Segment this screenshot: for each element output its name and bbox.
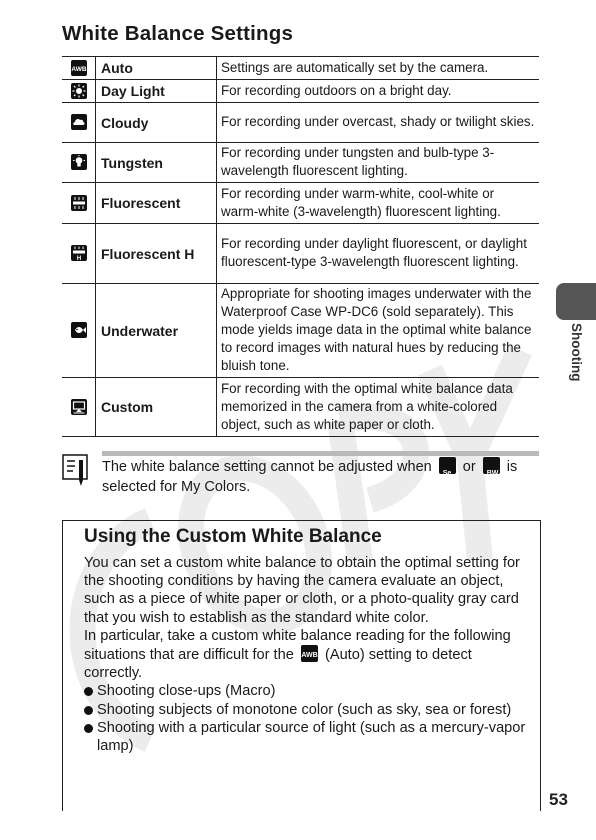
section-body [84, 554, 529, 755]
custom-icon [71, 399, 87, 415]
setting-description: Settings are automatically set by the camera. [217, 57, 540, 80]
note-text-or: or [462, 459, 476, 475]
section-paragraph: You can set a custom white balance to obtain the optimal setting for the shooting conditions by having the camera evaluate an object, such as a piece of white paper or cloth, or a photo-quality gray card that you wish to establish as the standard white color. [84, 555, 520, 626]
white-balance-table [62, 56, 539, 437]
note-icon [62, 454, 88, 488]
setting-name: Auto [96, 57, 217, 80]
section-tab-label: Shooting [569, 323, 584, 382]
note-bar [102, 451, 539, 456]
note-box [62, 451, 539, 497]
bullet-item: Shooting subjects of monotone color (such as sky, sea or forest) [84, 701, 529, 719]
table-row [62, 103, 539, 143]
setting-icon-cell [62, 57, 96, 80]
cloudy-icon [71, 114, 87, 130]
setting-icon-cell [62, 103, 96, 143]
setting-name: Fluorescent H [96, 224, 217, 284]
setting-icon-cell [62, 80, 96, 103]
paragraph-text: (Auto) setting to detect correctly. [84, 647, 472, 682]
fluorescent-h-icon [71, 245, 87, 261]
note-text-part: The white balance setting cannot be adjusted when [102, 459, 432, 475]
note-text [102, 457, 539, 497]
page-title: White Balance Settings [62, 22, 294, 45]
my-colors-bw-icon [483, 457, 500, 477]
setting-icon-cell [62, 224, 96, 284]
bullet-item: Shooting close-ups (Macro) [84, 682, 529, 700]
setting-name: Fluorescent [96, 183, 217, 224]
note-text-part: is selected for My Colors. [102, 459, 518, 495]
table-row [62, 224, 539, 284]
table-row [62, 183, 539, 224]
setting-description: For recording under tungsten and bulb-type 3-wavelength fluorescent lighting. [217, 143, 540, 183]
bw-icon-label: BW [486, 470, 499, 477]
setting-name: Custom [96, 378, 217, 437]
setting-name: Underwater [96, 284, 217, 378]
section-paragraph [84, 627, 529, 683]
table-row [62, 378, 539, 437]
setting-icon-cell [62, 378, 96, 437]
table-row [62, 284, 539, 378]
setting-description: For recording under daylight fluorescent, or daylight fluorescent-type 3-wavelength fluorescent lighting. [217, 224, 540, 284]
setting-icon-cell [62, 284, 96, 378]
table-row [62, 143, 539, 183]
svg-text:AWB: AWB [70, 65, 87, 73]
daylight-icon [71, 83, 87, 99]
setting-name: Cloudy [96, 103, 217, 143]
setting-name: Day Light [96, 80, 217, 103]
awb-icon [301, 645, 318, 662]
setting-description: For recording with the optimal white balance data memorized in the camera from a white-colored object, such as white paper or cloth. [217, 378, 540, 437]
fluorescent-icon [71, 195, 87, 211]
setting-description: For recording under overcast, shady or twilight skies. [217, 103, 540, 143]
setting-icon-cell [62, 183, 96, 224]
page-number: 53 [549, 790, 568, 809]
bullet-list [84, 682, 529, 755]
setting-description: For recording outdoors on a bright day. [217, 80, 540, 103]
sepia-icon-label: Se [442, 470, 452, 477]
setting-name: Tungsten [96, 143, 217, 183]
section-title: Using the Custom White Balance [84, 526, 382, 547]
paragraph-text: In particular, take a custom white balance reading for the following situations that are difficult for the [84, 627, 511, 664]
setting-icon-cell [62, 143, 96, 183]
svg-text:H: H [76, 256, 81, 262]
bullet-item: Shooting with a particular source of light (such as a mercury-vapor lamp) [84, 719, 529, 755]
tungsten-icon [71, 154, 87, 170]
my-colors-sepia-icon [439, 457, 456, 477]
svg-text:AWB: AWB [301, 652, 318, 660]
awb-icon [71, 60, 87, 76]
section-tab [556, 283, 596, 320]
table-row [62, 57, 539, 80]
underwater-icon [71, 322, 87, 338]
setting-description: For recording under warm-white, cool-white or warm-white (3-wavelength) fluorescent lighting. [217, 183, 540, 224]
table-row [62, 80, 539, 103]
custom-wb-section [62, 520, 541, 811]
setting-description: Appropriate for shooting images underwater with the Waterproof Case WP-DC6 (sold separately). This mode yields image data in the optimal white balance to record images with natural hues by reducing the bluish tone. [217, 284, 540, 378]
